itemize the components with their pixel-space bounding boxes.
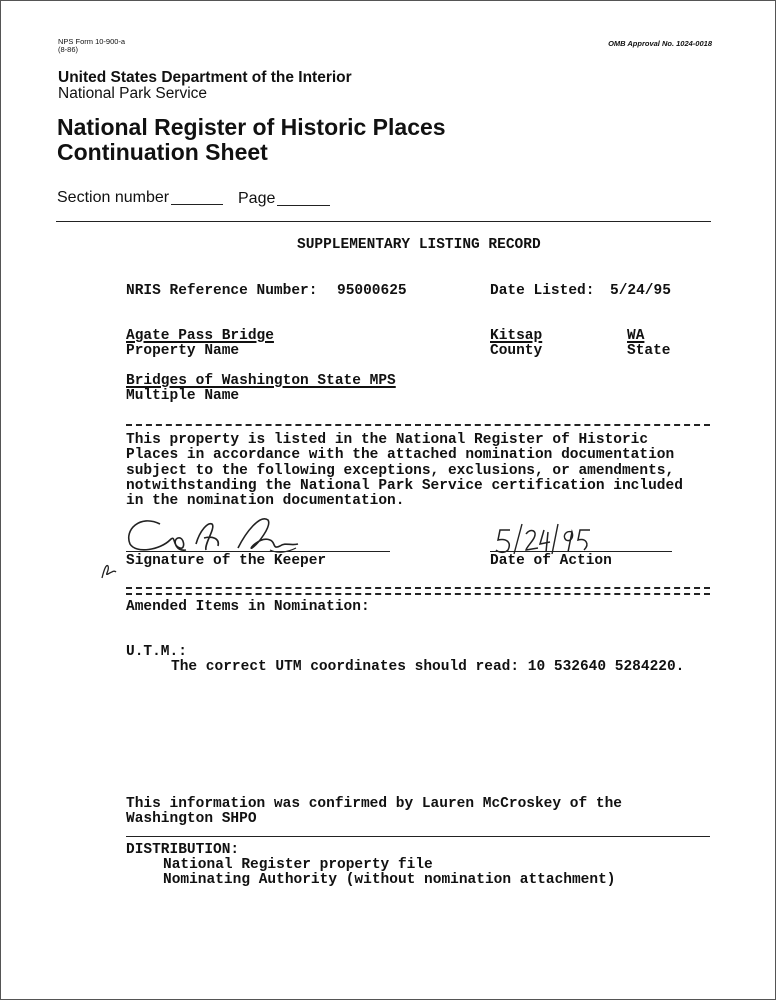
property-name-label: Property Name [126,343,240,359]
dashed-separator [126,424,710,426]
utm-correction-text: The correct UTM coordinates should read: 10 532640 5284220. [171,659,685,675]
page-number-blank [277,205,330,206]
distribution-item: Nominating Authority (without nomination attachment) [163,872,616,888]
utm-label: U.T.M.: [126,644,187,660]
nris-value: 95000625 [337,283,407,299]
form-number-line1: NPS Form 10-900-a [58,37,126,46]
state-value: WA [627,328,645,344]
form-subtitle: Continuation Sheet [57,139,268,165]
section-number-blank [171,204,223,205]
date-listed-label: Date Listed: [490,283,595,299]
double-separator [126,587,710,595]
county-value: Kitsap [490,328,543,344]
county-label: County [490,343,543,359]
confirmation-line-2: Washington SHPO [126,811,257,827]
agency-name: National Park Service [58,85,208,102]
form-number-line2: (8-86) [58,45,79,54]
department-name: United States Department of the Interior [58,69,352,86]
record-heading: SUPPLEMENTARY LISTING RECORD [297,237,541,253]
form-title: National Register of Historic Places [57,114,446,140]
page-label: Page [238,190,276,207]
form-number [58,38,125,54]
omb-approval: OMB Approval No. 1024-0018 [608,39,712,48]
state-label: State [627,343,671,359]
distribution-rule [126,836,710,837]
property-name-value: Agate Pass Bridge [126,328,274,344]
nris-label: NRIS Reference Number: [126,283,318,299]
header-rule [56,221,711,222]
date-of-action-label: Date of Action [490,553,612,569]
amended-items-heading: Amended Items in Nomination: [126,599,370,615]
handwritten-initial-mark [98,560,118,580]
distribution-label: DISTRIBUTION: [126,842,240,858]
confirmation-line-1: This information was confirmed by Lauren McCroskey of the [126,796,622,812]
multiple-name-value: Bridges of Washington State MPS [126,373,396,389]
signature-line [126,551,390,552]
date-line [490,551,672,552]
multiple-name-label: Multiple Name [126,388,240,404]
date-listed-value: 5/24/95 [610,283,671,299]
certification-text: This property is listed in the National Register of Historic Places in accordance with the attached nomination documentation subject to the following exceptions, exclusions, or amendments, notwithstanding the National Park Service certification included in the nomination documentation. [126,432,683,510]
distribution-item: National Register property file [163,857,433,873]
section-number-label: Section number [57,189,170,206]
signature-label: Signature of the Keeper [126,553,327,569]
